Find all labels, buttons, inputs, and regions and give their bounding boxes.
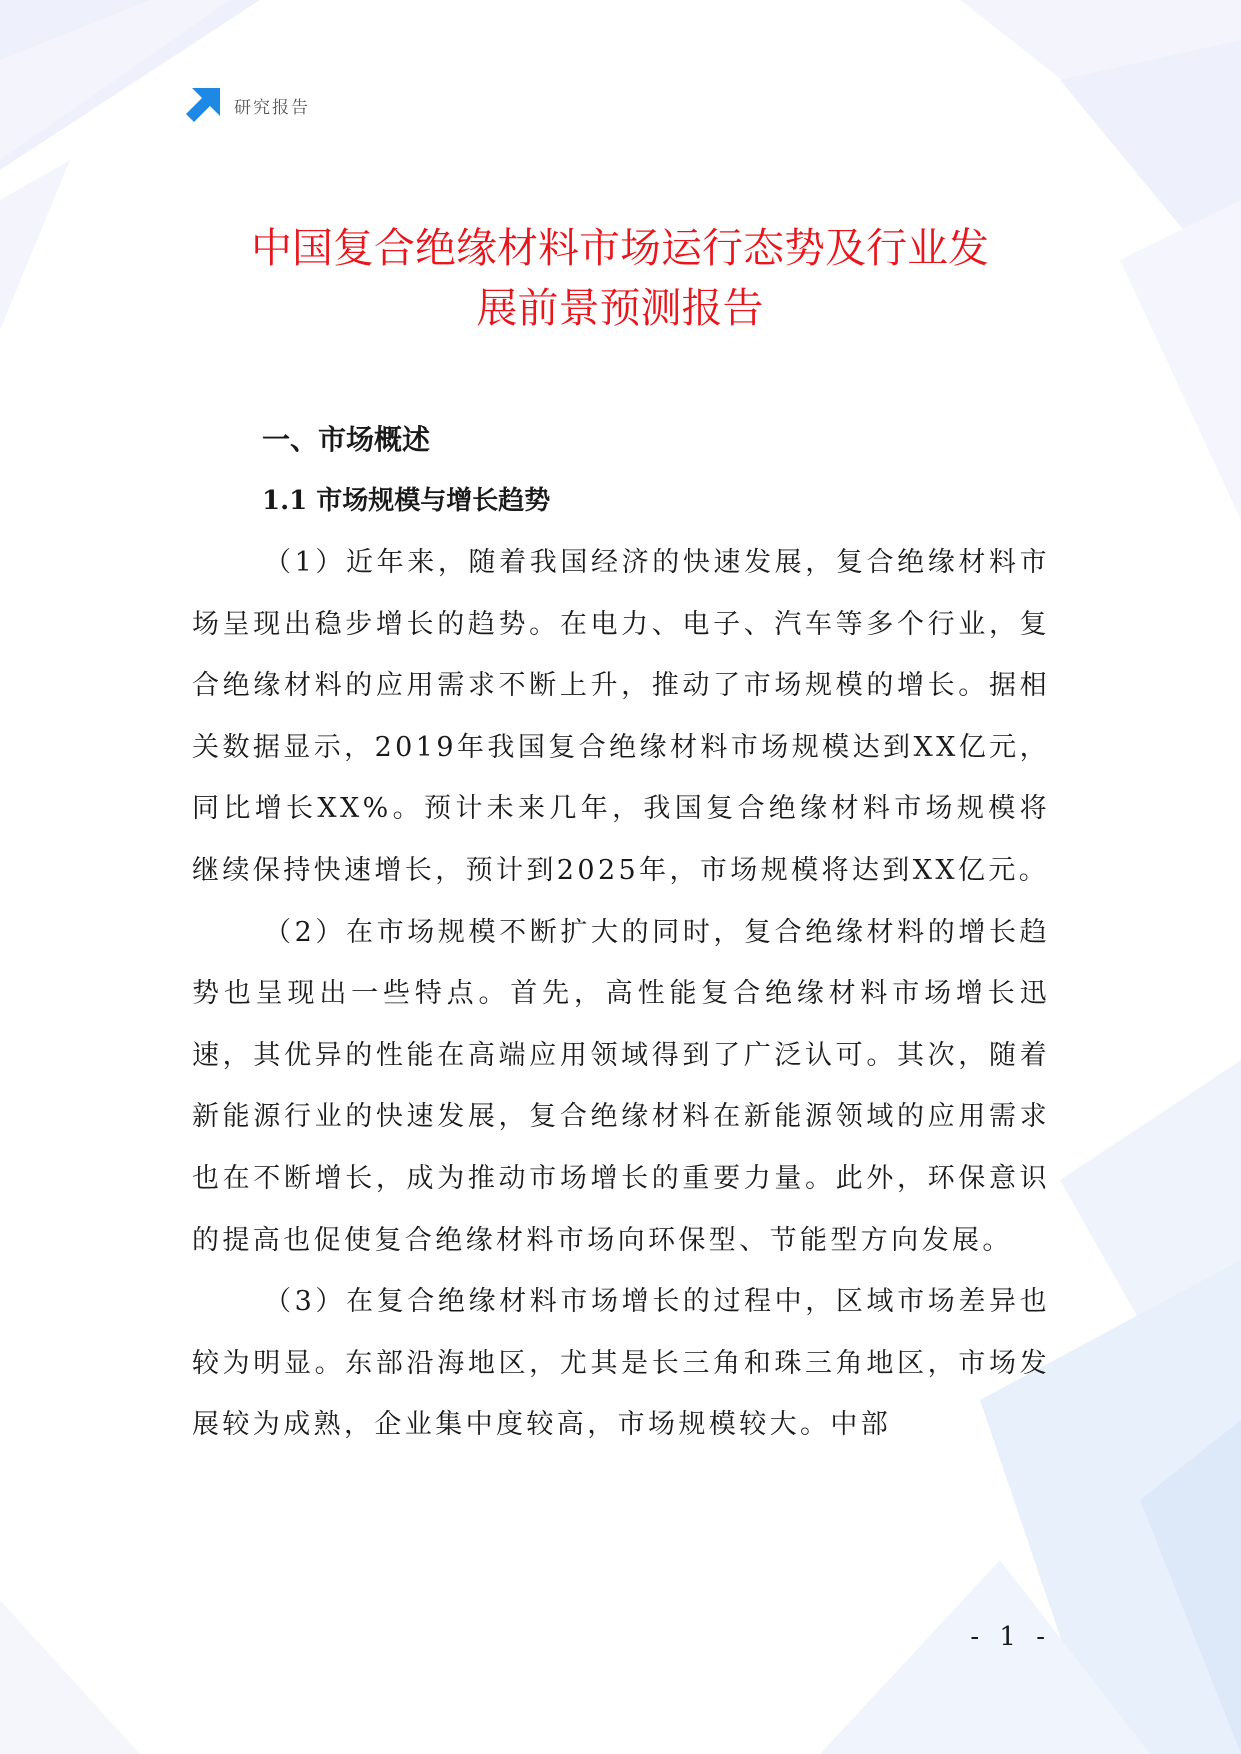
document-body [192, 410, 1050, 1456]
document-title [150, 218, 1090, 338]
header-label: 研究报告 [234, 97, 310, 118]
paragraph-1: （1）近年来，随着我国经济的快速发展，复合绝缘材料市场呈现出稳步增长的趋势。在电力、电子、汽车等多个行业，复合绝缘材料的应用需求不断上升，推动了市场规模的增长。据相关数据显示，2019年我国复合绝缘材料市场规模达到XX亿元，同比增长XX%。预计未来几年，我国复合绝缘材料市场规模将继续保持快速增长，预计到2025年，市场规模将达到XX亿元。 [192, 547, 1050, 886]
report-header [186, 88, 310, 122]
section-heading: 一、市场概述 [262, 423, 431, 456]
arrow-up-right-icon [186, 88, 220, 122]
paragraph-2: （2）在市场规模不断扩大的同时，复合绝缘材料的增长趋势也呈现出一些特点。首先，高性能复合绝缘材料市场增长迅速，其优异的性能在高端应用领域得到了广泛认可。其次，随着新能源行业的快速发展，复合绝缘材料在新能源领域的应用需求也在不断增长，成为推动市场增长的重要力量。此外，环保意识的提高也促使复合绝缘材料市场向环保型、节能型方向发展。 [192, 916, 1050, 1256]
title-line-1: 中国复合绝缘材料市场运行态势及行业发 [251, 224, 989, 272]
title-line-2: 展前景预测报告 [476, 284, 764, 332]
paragraph-3: （3）在复合绝缘材料市场增长的过程中，区域市场差异也较为明显。东部沿海地区，尤其是长三角和珠三角地区，市场发展较为成熟，企业集中度较高，市场规模较大。中部 [192, 1286, 1050, 1441]
sub-heading: 1.1 市场规模与增长趋势 [262, 486, 551, 516]
page-number: - 1 - [970, 1622, 1051, 1652]
